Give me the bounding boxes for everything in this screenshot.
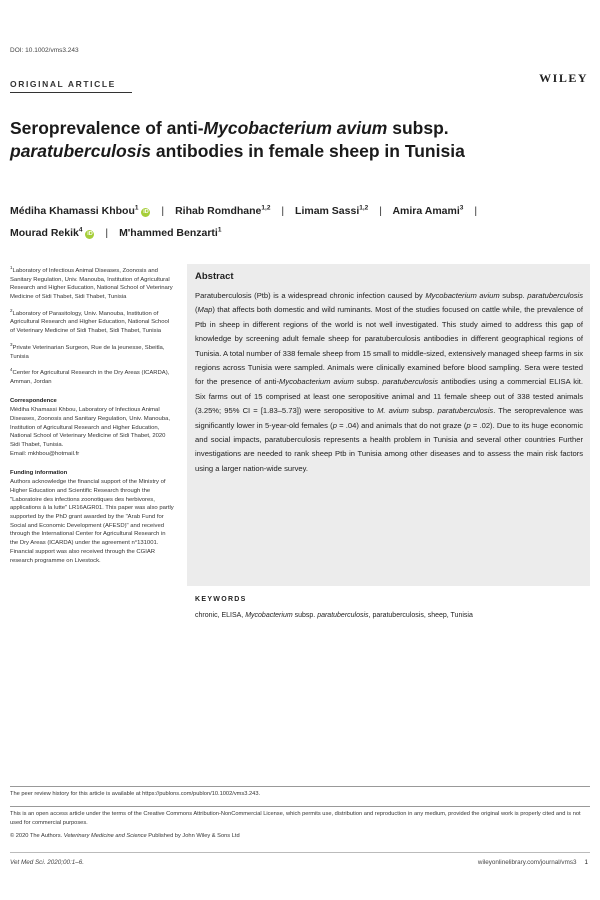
article-title [10,117,590,163]
funding-text: Authors acknowledge the financial support of the Ministry of Higher Education and Scientific Research through the "Laboratoire des infections zoonotiques des herbivores, applications à la lutte" LR16AGR01. This paper was also partly supported by the PhD grant awarded by the "Arab Fund for Social and Economic Development (AFESD)" and received through the International Center for Agricultural Research in the Dry Areas (ICARDA) under the agreement n°131001. Financial support was also received through the CGIAR research programme on Livestock. [10,479,174,564]
journal-url[interactable]: wileyonlinelibrary.com/journal/vms3 1 [477,859,588,866]
affiliation: $^1$Laboratory of Infectious Animal Diseases, Zoonosis and Sanitary Regulation, Univ. Manouba, Institution of Agricultural Research and Higher Education, National School of Veterinary Medicine of Sidi Thabet, Sidi Thabet, Tunisia [10,265,173,301]
author[interactable]: Rihab Romdhane$^{1,2}$ [175,204,271,217]
correspondence-heading: Correspondence [10,397,57,404]
author[interactable]: M'hammed Benzarti$^1$ [119,226,222,239]
author-separator: | [281,204,285,217]
title-italic-2: paratuberculosis [10,141,152,161]
author-list [10,198,595,243]
footer-divider [10,852,590,853]
orcid-icon[interactable]: iD [143,208,149,215]
affiliation: $^4$Center for Agricultural Research in the Dry Areas (ICARDA), Amman, Jordan [10,367,170,385]
title-text-2: subsp. [387,118,449,138]
funding-heading: Funding information [10,469,68,476]
correspondence-email[interactable]: Email: mkhbou@hotmail.fr [10,450,80,457]
title-text-3: antibodies in female sheep in Tunisia [151,141,465,161]
author-separator: | [474,204,478,217]
footnote-divider [10,786,590,787]
article-type-underline [10,92,132,93]
affiliation: $^3$Private Veterinarian Surgeon, Rue de la jeunesse, Sbeitla, Tunisia [10,341,165,360]
keywords-list: chronic, ELISA, Mycobacterium subsp. paratuberculosis, paratuberculosis, sheep, Tunisia [195,612,473,619]
author-separator: | [161,204,165,217]
publisher-logo: WILEY [539,71,588,85]
title-text-1: Seroprevalence of anti- [10,118,204,138]
doi[interactable]: DOI: 10.1002/vms3.243 [10,47,79,54]
author[interactable]: Limam Sassi$^{1,2}$ [295,204,369,217]
abstract-text: Paratuberculosis (Ptb) is a widespread chronic infection caused by Mycobacterium avium subsp. paratuberculosis (Map) that affects both domestic and wild ruminants. Most of the studies focused on cattle while, the prevalence of Ptb in sheep in different regions of the world is not well investigated. This study aimed to address this gap of knowledge by screening adult female sheep for paratuberculosis antibodies in different geographical regions of Tunisia. A total number of 338 female sheep from 15 small to middle-sized, extensively managed sheep farms in six regions across Tunisia were sampled. Animals were clinically examined before blood sampling. Sera were tested for the presence of anti-Mycobacterium avium subsp. paratuberculosis antibodies using a commercial ELISA kit. Six farms out of 15 comprised at least one seropositive animal and 11 female sheep out of 338 tested animals (3.25%; 95% CI = [1.83–5.73]) were seropositive to M. avium subsp. paratuberculosis. The seroprevalence was significantly lower in 5-year-old females (p = .04) and animals that do not graze (p = .02). Due to its huge economic and social impacts, paratuberculosis represents a health problem in Tunisia and several other countries Further investigations are needed to rank sheep Ptb in Tunisia among other diseases and to assess the main risk factors using a larger nation-wide survey. [195,291,584,473]
author[interactable]: Mourad Rekik$^4$ [10,226,83,239]
author[interactable]: Amira Amami$^3$ [392,204,464,217]
correspondence-text: Médiha Khamassi Khbou, Laboratory of Infectious Animal Diseases, Zoonosis and Sanitary Regulation, Univ. Manouba, Institution of Agricultural Research and Higher Education, National School of Veterinary Medicine of Sidi Thabet, 2020 Sidi Thabet, Tunisia. [10,407,171,449]
peer-review-note[interactable]: The peer review history for this article is available at https://publons.com/publon/10.1002/vms3.243. [10,791,261,797]
sidebar-notes [10,264,175,570]
orcid-icon[interactable]: iD [87,231,93,237]
author-separator: | [379,204,382,217]
copyright-note: © 2020 The Authors. Veterinary Medicine and Science Published by John Wiley & Sons Ltd [10,833,240,839]
abstract-heading: Abstract [195,271,234,282]
title-italic-1: Mycobacterium avium [203,118,388,138]
footnote-divider [10,806,590,807]
author-separator: | [105,227,109,239]
author[interactable]: Médiha Khamassi Khbou$^1$ [10,204,139,217]
keywords-heading: KEYWORDS [195,596,247,603]
license-note: This is an open access article under the terms of the Creative Commons Attribution-NonCommercial License, which permits use, distribution and reproduction in any medium, provided the original work is properly cited and is not used for commercial purposes. [10,811,581,826]
journal-citation: Vet Med Sci. 2020;00:1–6. [10,859,84,866]
article-type-label: ORIGINAL ARTICLE [10,79,116,89]
page-number: 1 [584,859,588,866]
affiliation: $^2$Laboratory of Parasitology, Univ. Manouba, Institution of Agricultural Research and Higher Education, National School of Veterinary Medicine of Sidi Thabet, Sidi Thabet, Tunisia [10,307,170,335]
